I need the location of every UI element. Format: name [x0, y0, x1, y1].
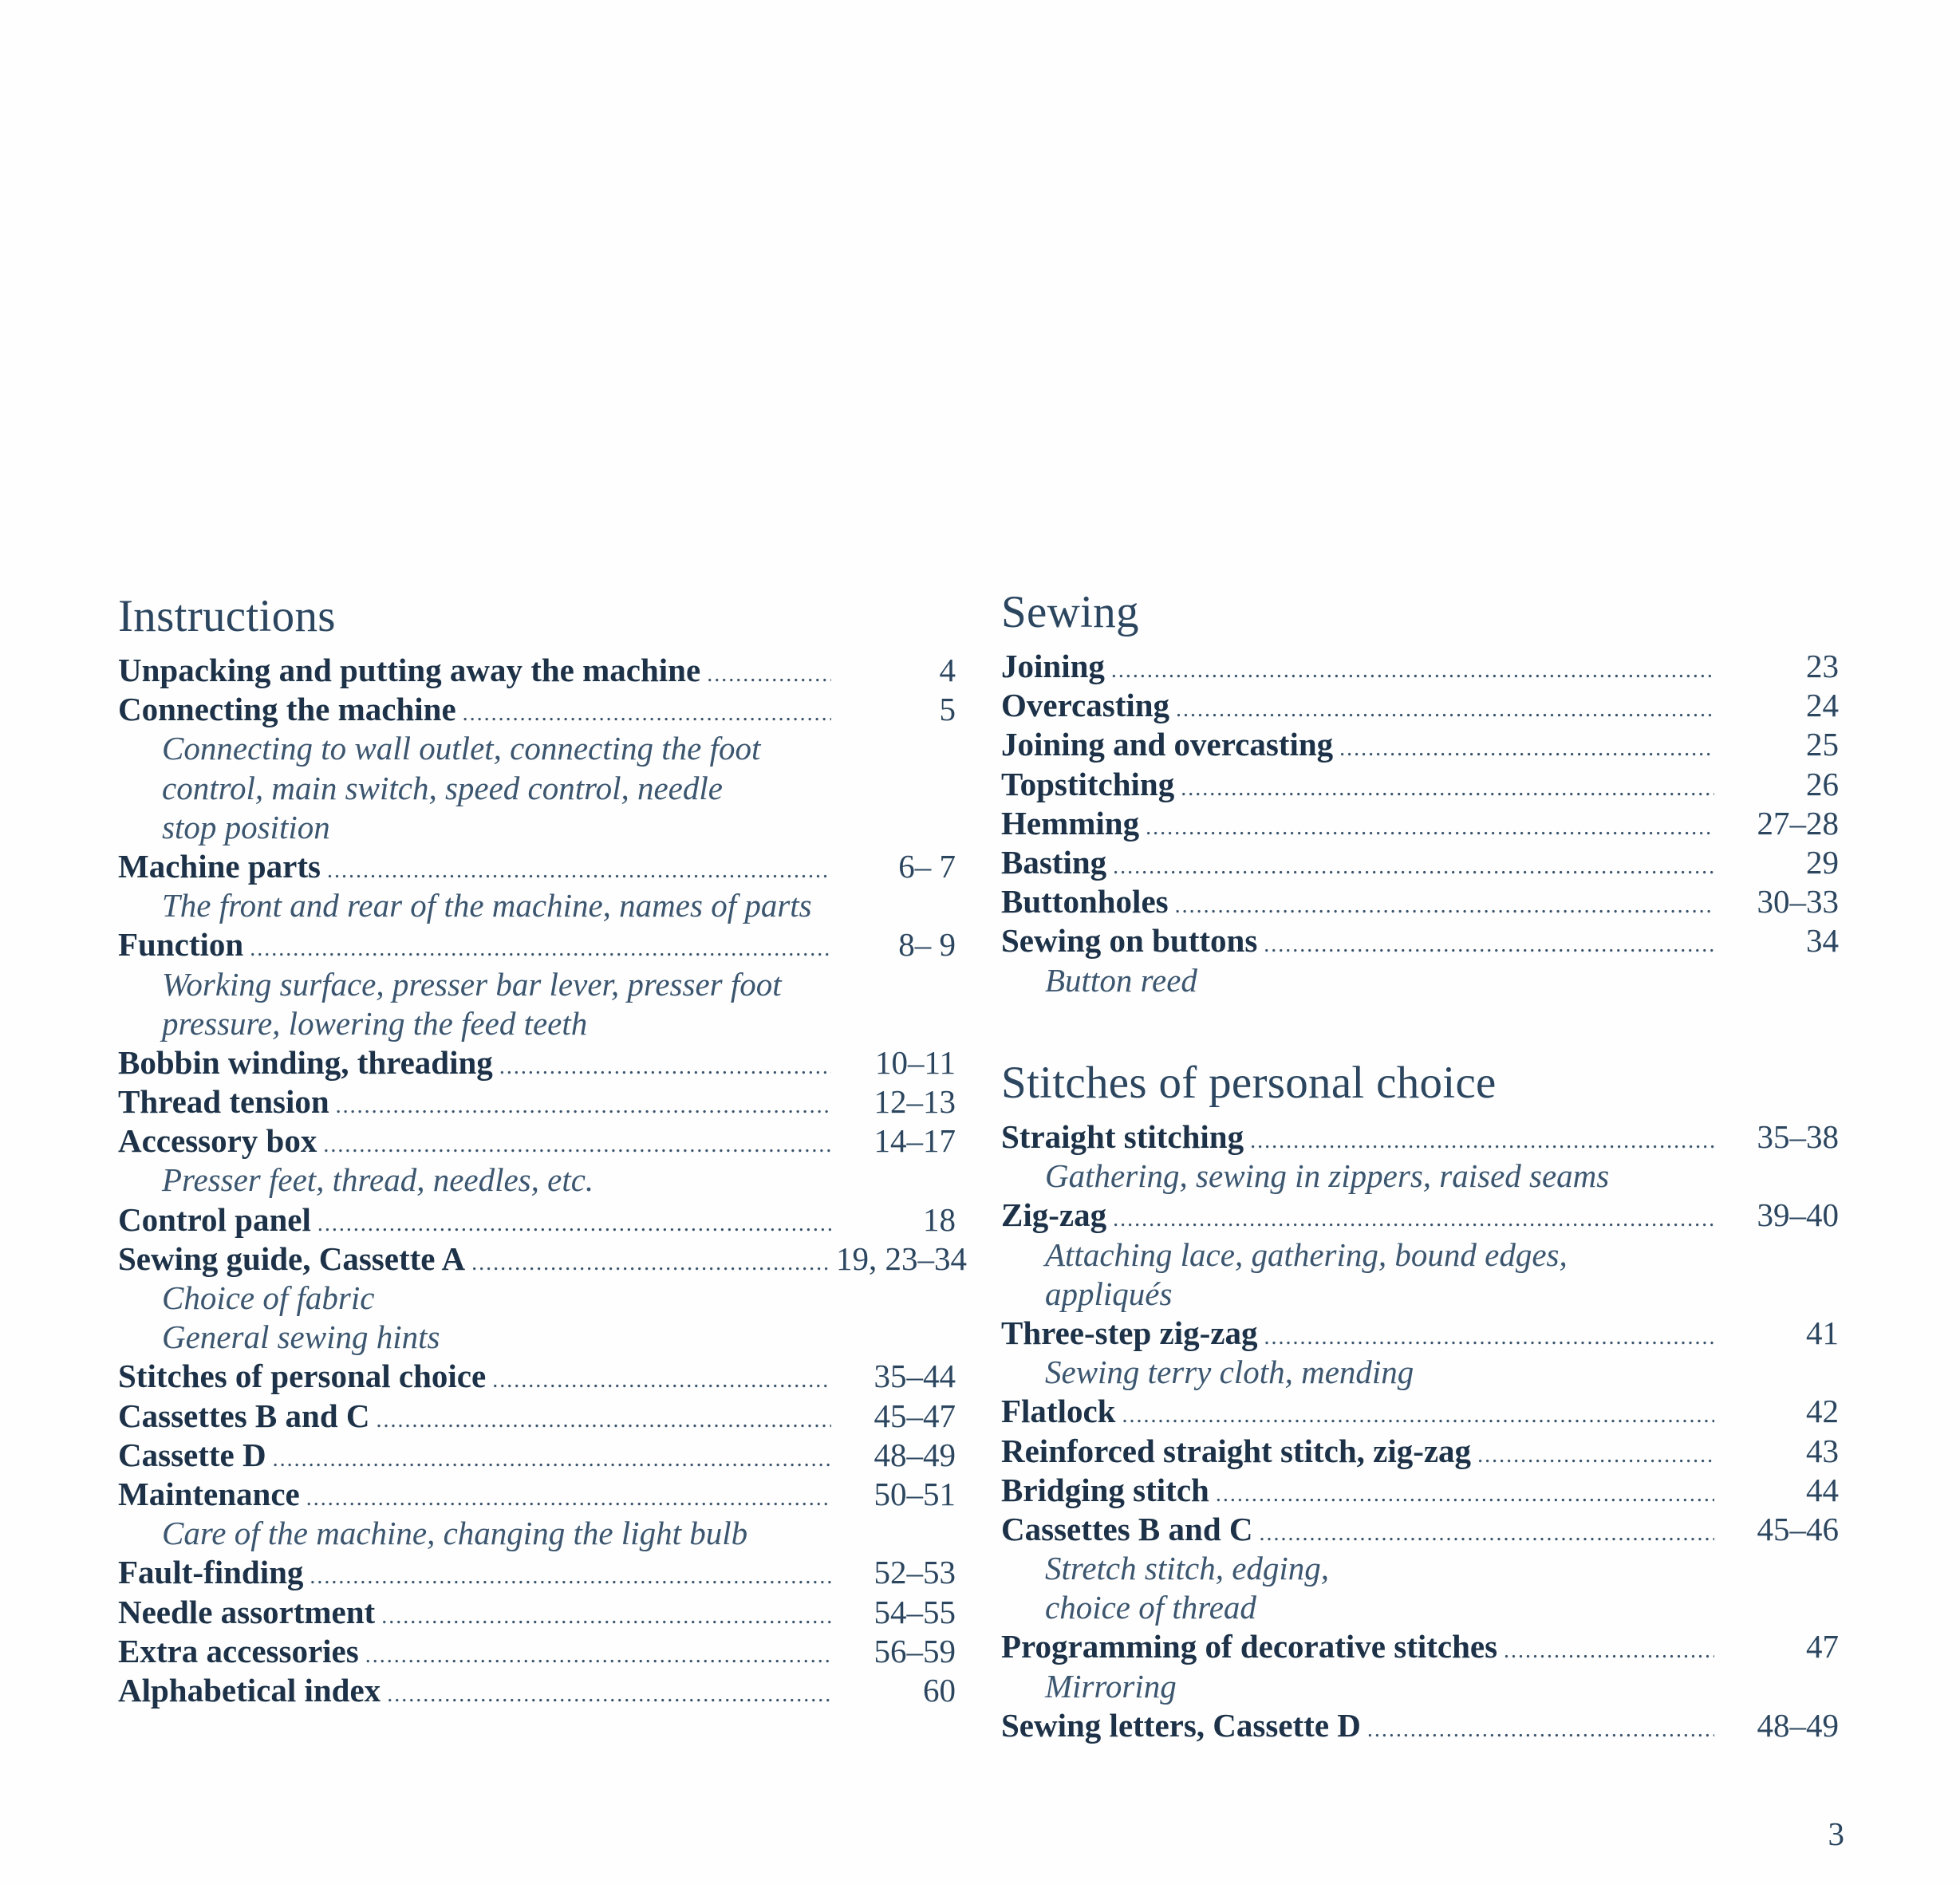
dot-leader [1181, 769, 1714, 808]
toc-entry [1001, 1471, 1839, 1510]
dot-leader [1113, 847, 1714, 886]
toc-list [1001, 647, 1839, 1000]
toc-entry-page: 45–46 [1757, 1510, 1839, 1547]
toc-entry-page: 35–44 [874, 1358, 956, 1395]
toc-entry [118, 1200, 956, 1240]
toc-entry-page: 39–40 [1757, 1196, 1839, 1234]
toc-entry-description: stop position [162, 808, 330, 845]
dot-leader [327, 851, 831, 890]
toc-entry [118, 1632, 956, 1671]
dot-leader [317, 1204, 831, 1244]
toc-list [118, 651, 967, 1710]
toc-entry-title: Sewing letters, Cassette D [1001, 1706, 1361, 1744]
toc-entry-title: Thread tension [118, 1083, 329, 1121]
dot-leader [1504, 1631, 1714, 1670]
dot-leader [323, 1125, 831, 1165]
section-title-sewing: Sewing [1001, 587, 1139, 637]
toc-entry-title: Needle assortment [118, 1593, 376, 1630]
toc-entry-description: control, main switch, speed control, needle [162, 769, 723, 806]
toc-entry-page: 48–49 [874, 1436, 956, 1473]
toc-entry-page: 35–38 [1757, 1118, 1839, 1155]
dot-leader [1175, 886, 1714, 925]
toc-entry [118, 1593, 956, 1632]
dot-leader [1146, 808, 1714, 847]
toc-entry [1001, 1392, 1839, 1431]
toc-entry-page: 30–33 [1757, 883, 1839, 920]
dot-leader [365, 1636, 831, 1675]
toc-entry-title: Overcasting [1001, 687, 1170, 724]
toc-entry-page: 27–28 [1757, 804, 1839, 841]
toc-entry [118, 1475, 956, 1514]
toc-entry [1001, 1627, 1839, 1666]
toc-entry-title: Basting [1001, 843, 1107, 881]
toc-entry-page: 18 [923, 1200, 956, 1238]
section-title-instructions: Instructions [118, 591, 336, 641]
toc-entry-title: Stitches of personal choice [118, 1358, 487, 1395]
toc-entry-title: Machine parts [118, 847, 321, 885]
toc-entry-title: Straight stitching [1001, 1118, 1244, 1155]
dot-leader [250, 929, 831, 968]
toc-entry-page: 43 [1806, 1432, 1839, 1469]
dot-leader [1264, 925, 1714, 964]
toc-entry-description: choice of thread [1045, 1589, 1256, 1626]
toc-entry-page: 52–53 [874, 1554, 956, 1591]
toc-entry-title: Hemming [1001, 804, 1140, 841]
dot-leader [471, 1244, 831, 1283]
toc-entry-title: Bridging stitch [1001, 1471, 1209, 1508]
dot-leader [310, 1557, 831, 1596]
dot-leader [306, 1479, 831, 1518]
toc-entry [1001, 647, 1839, 686]
toc-entry-page: 45–47 [874, 1397, 956, 1434]
toc-entry-title: Flatlock [1001, 1393, 1116, 1430]
toc-entry-title: Topstitching [1001, 765, 1175, 802]
dot-leader [1339, 729, 1714, 768]
toc-entry-page: 47 [1806, 1628, 1839, 1665]
toc-entry-description: Connecting to wall outlet, connecting the foot [162, 730, 761, 767]
toc-entry-description: Presser feet, thread, needles, etc. [162, 1161, 594, 1199]
toc-entry [1001, 1510, 1839, 1549]
toc-entry-page: 41 [1806, 1314, 1839, 1351]
toc-entry-page: 4 [939, 652, 956, 688]
dot-leader [336, 1086, 831, 1125]
toc-entry-page: 60 [923, 1671, 956, 1709]
dot-leader [377, 1401, 832, 1440]
toc-entry [118, 847, 956, 886]
toc-entry [118, 1357, 956, 1396]
toc-instructions-section [118, 590, 967, 1710]
dot-leader [1367, 1710, 1714, 1749]
toc-entry [1001, 804, 1839, 843]
toc-entry-description: appliqués [1045, 1275, 1173, 1312]
toc-entry [118, 1397, 956, 1436]
toc-entry-description: Button reed [1045, 961, 1197, 999]
dot-leader [1176, 690, 1714, 729]
toc-entry-page: 42 [1806, 1393, 1839, 1430]
dot-leader [1113, 1200, 1714, 1239]
dot-leader [381, 1597, 831, 1636]
toc-entry-title: Three-step zig-zag [1001, 1314, 1258, 1351]
toc-entry-title: Reinforced straight stitch, zig-zag [1001, 1432, 1472, 1469]
toc-entry-page: 19, 23–34 [836, 1240, 967, 1277]
toc-entry-page: 12–13 [874, 1083, 956, 1121]
toc-entry-title: Buttonholes [1001, 883, 1169, 920]
toc-entry [1001, 1117, 1839, 1157]
toc-entry-page: 44 [1806, 1471, 1839, 1508]
toc-entry-title: Cassettes B and C [1001, 1510, 1253, 1547]
toc-entry-page: 5 [939, 691, 956, 728]
toc-entry-description: Sewing terry cloth, mending [1045, 1354, 1414, 1391]
toc-stitches-section [1001, 1057, 1839, 1745]
toc-entry-description: General sewing hints [162, 1318, 440, 1356]
toc-entry [1001, 1706, 1839, 1745]
toc-entry-title: Maintenance [118, 1475, 300, 1512]
toc-entry-page: 8– 9 [898, 926, 956, 964]
toc-entry-description: Gathering, sewing in zippers, raised seams [1045, 1157, 1610, 1195]
toc-entry-page: 56–59 [874, 1632, 956, 1669]
toc-entry [1001, 686, 1839, 725]
toc-entry-description: pressure, lowering the feed teeth [162, 1004, 588, 1042]
toc-entry-title: Sewing guide, Cassette A [118, 1240, 466, 1277]
toc-entry-title: Programming of decorative stitches [1001, 1628, 1498, 1665]
toc-entry-title: Extra accessories [118, 1632, 359, 1669]
toc-entry-description: Choice of fabric [162, 1279, 375, 1316]
toc-entry-title: Zig-zag [1001, 1196, 1107, 1234]
toc-entry-page: 6– 7 [898, 847, 956, 885]
toc-entry-page: 50–51 [874, 1475, 956, 1512]
toc-entry-title: Sewing on buttons [1001, 922, 1258, 960]
toc-entry-page: 23 [1806, 648, 1839, 684]
toc-entry-title: Alphabetical index [118, 1671, 381, 1709]
dot-leader [273, 1440, 831, 1479]
dot-leader [1122, 1396, 1714, 1435]
toc-entry [1001, 1314, 1839, 1353]
toc-entry [118, 1121, 956, 1161]
toc-entry-description: Stretch stitch, edging, [1045, 1550, 1330, 1587]
toc-entry-page: 10–11 [875, 1043, 956, 1081]
toc-entry [118, 1240, 967, 1279]
toc-entry-title: Cassettes B and C [118, 1397, 370, 1434]
toc-entry [1001, 843, 1839, 882]
toc-entry-description: Mirroring [1045, 1667, 1177, 1705]
toc-entry [118, 1553, 956, 1592]
dot-leader [463, 694, 831, 733]
toc-entry-title: Accessory box [118, 1122, 317, 1160]
toc-entry-title: Control panel [118, 1200, 311, 1238]
toc-entry-description: The front and rear of the machine, names of parts [162, 887, 812, 924]
dot-leader [387, 1675, 831, 1714]
toc-entry-title: Function [118, 926, 244, 964]
toc-entry-title: Fault-finding [118, 1554, 304, 1591]
page-number: 3 [1828, 1815, 1844, 1852]
dot-leader [1250, 1121, 1714, 1161]
toc-entry [1001, 1196, 1839, 1235]
toc-entry-description: Attaching lace, gathering, bound edges, [1045, 1236, 1568, 1273]
toc-entry-page: 14–17 [874, 1122, 956, 1160]
dot-leader [1264, 1318, 1714, 1357]
toc-entry-description: Working surface, presser bar lever, presser foot [162, 965, 782, 1003]
toc-entry [1001, 1432, 1839, 1471]
toc-entry [118, 1436, 956, 1475]
toc-entry-page: 54–55 [874, 1593, 956, 1630]
toc-entry-title: Bobbin winding, threading [118, 1043, 493, 1081]
toc-entry-title: Joining and overcasting [1001, 726, 1334, 763]
toc-entry [118, 690, 956, 729]
dot-leader [492, 1361, 831, 1400]
toc-entry-page: 25 [1806, 726, 1839, 763]
toc-entry-page: 34 [1806, 922, 1839, 960]
toc-entry-title: Joining [1001, 648, 1105, 684]
toc-entry [1001, 882, 1839, 921]
dot-leader [707, 655, 831, 694]
dot-leader [499, 1047, 831, 1086]
toc-entry-description: Care of the machine, changing the light bulb [162, 1515, 748, 1552]
toc-entry [118, 651, 956, 690]
toc-entry-page: 48–49 [1757, 1706, 1839, 1744]
toc-entry [118, 925, 956, 964]
dot-leader [1216, 1475, 1714, 1514]
toc-entry [118, 1043, 956, 1082]
toc-entry-title: Cassette D [118, 1436, 266, 1473]
toc-entry-title: Unpacking and putting away the machine [118, 652, 701, 688]
toc-entry [1001, 765, 1839, 804]
toc-entry [118, 1082, 956, 1121]
toc-entry-page: 24 [1806, 687, 1839, 724]
section-title-stitches: Stitches of personal choice [1001, 1058, 1497, 1108]
toc-entry-title: Connecting the machine [118, 691, 456, 728]
toc-entry [118, 1671, 956, 1710]
toc-entry [1001, 921, 1839, 960]
toc-sewing-section [1001, 586, 1839, 1000]
dot-leader [1111, 651, 1714, 690]
dot-leader [1260, 1514, 1715, 1553]
toc-list [1001, 1117, 1839, 1745]
dot-leader [1477, 1436, 1714, 1475]
toc-entry [1001, 725, 1839, 764]
toc-entry-page: 29 [1806, 843, 1839, 881]
toc-entry-page: 26 [1806, 765, 1839, 802]
